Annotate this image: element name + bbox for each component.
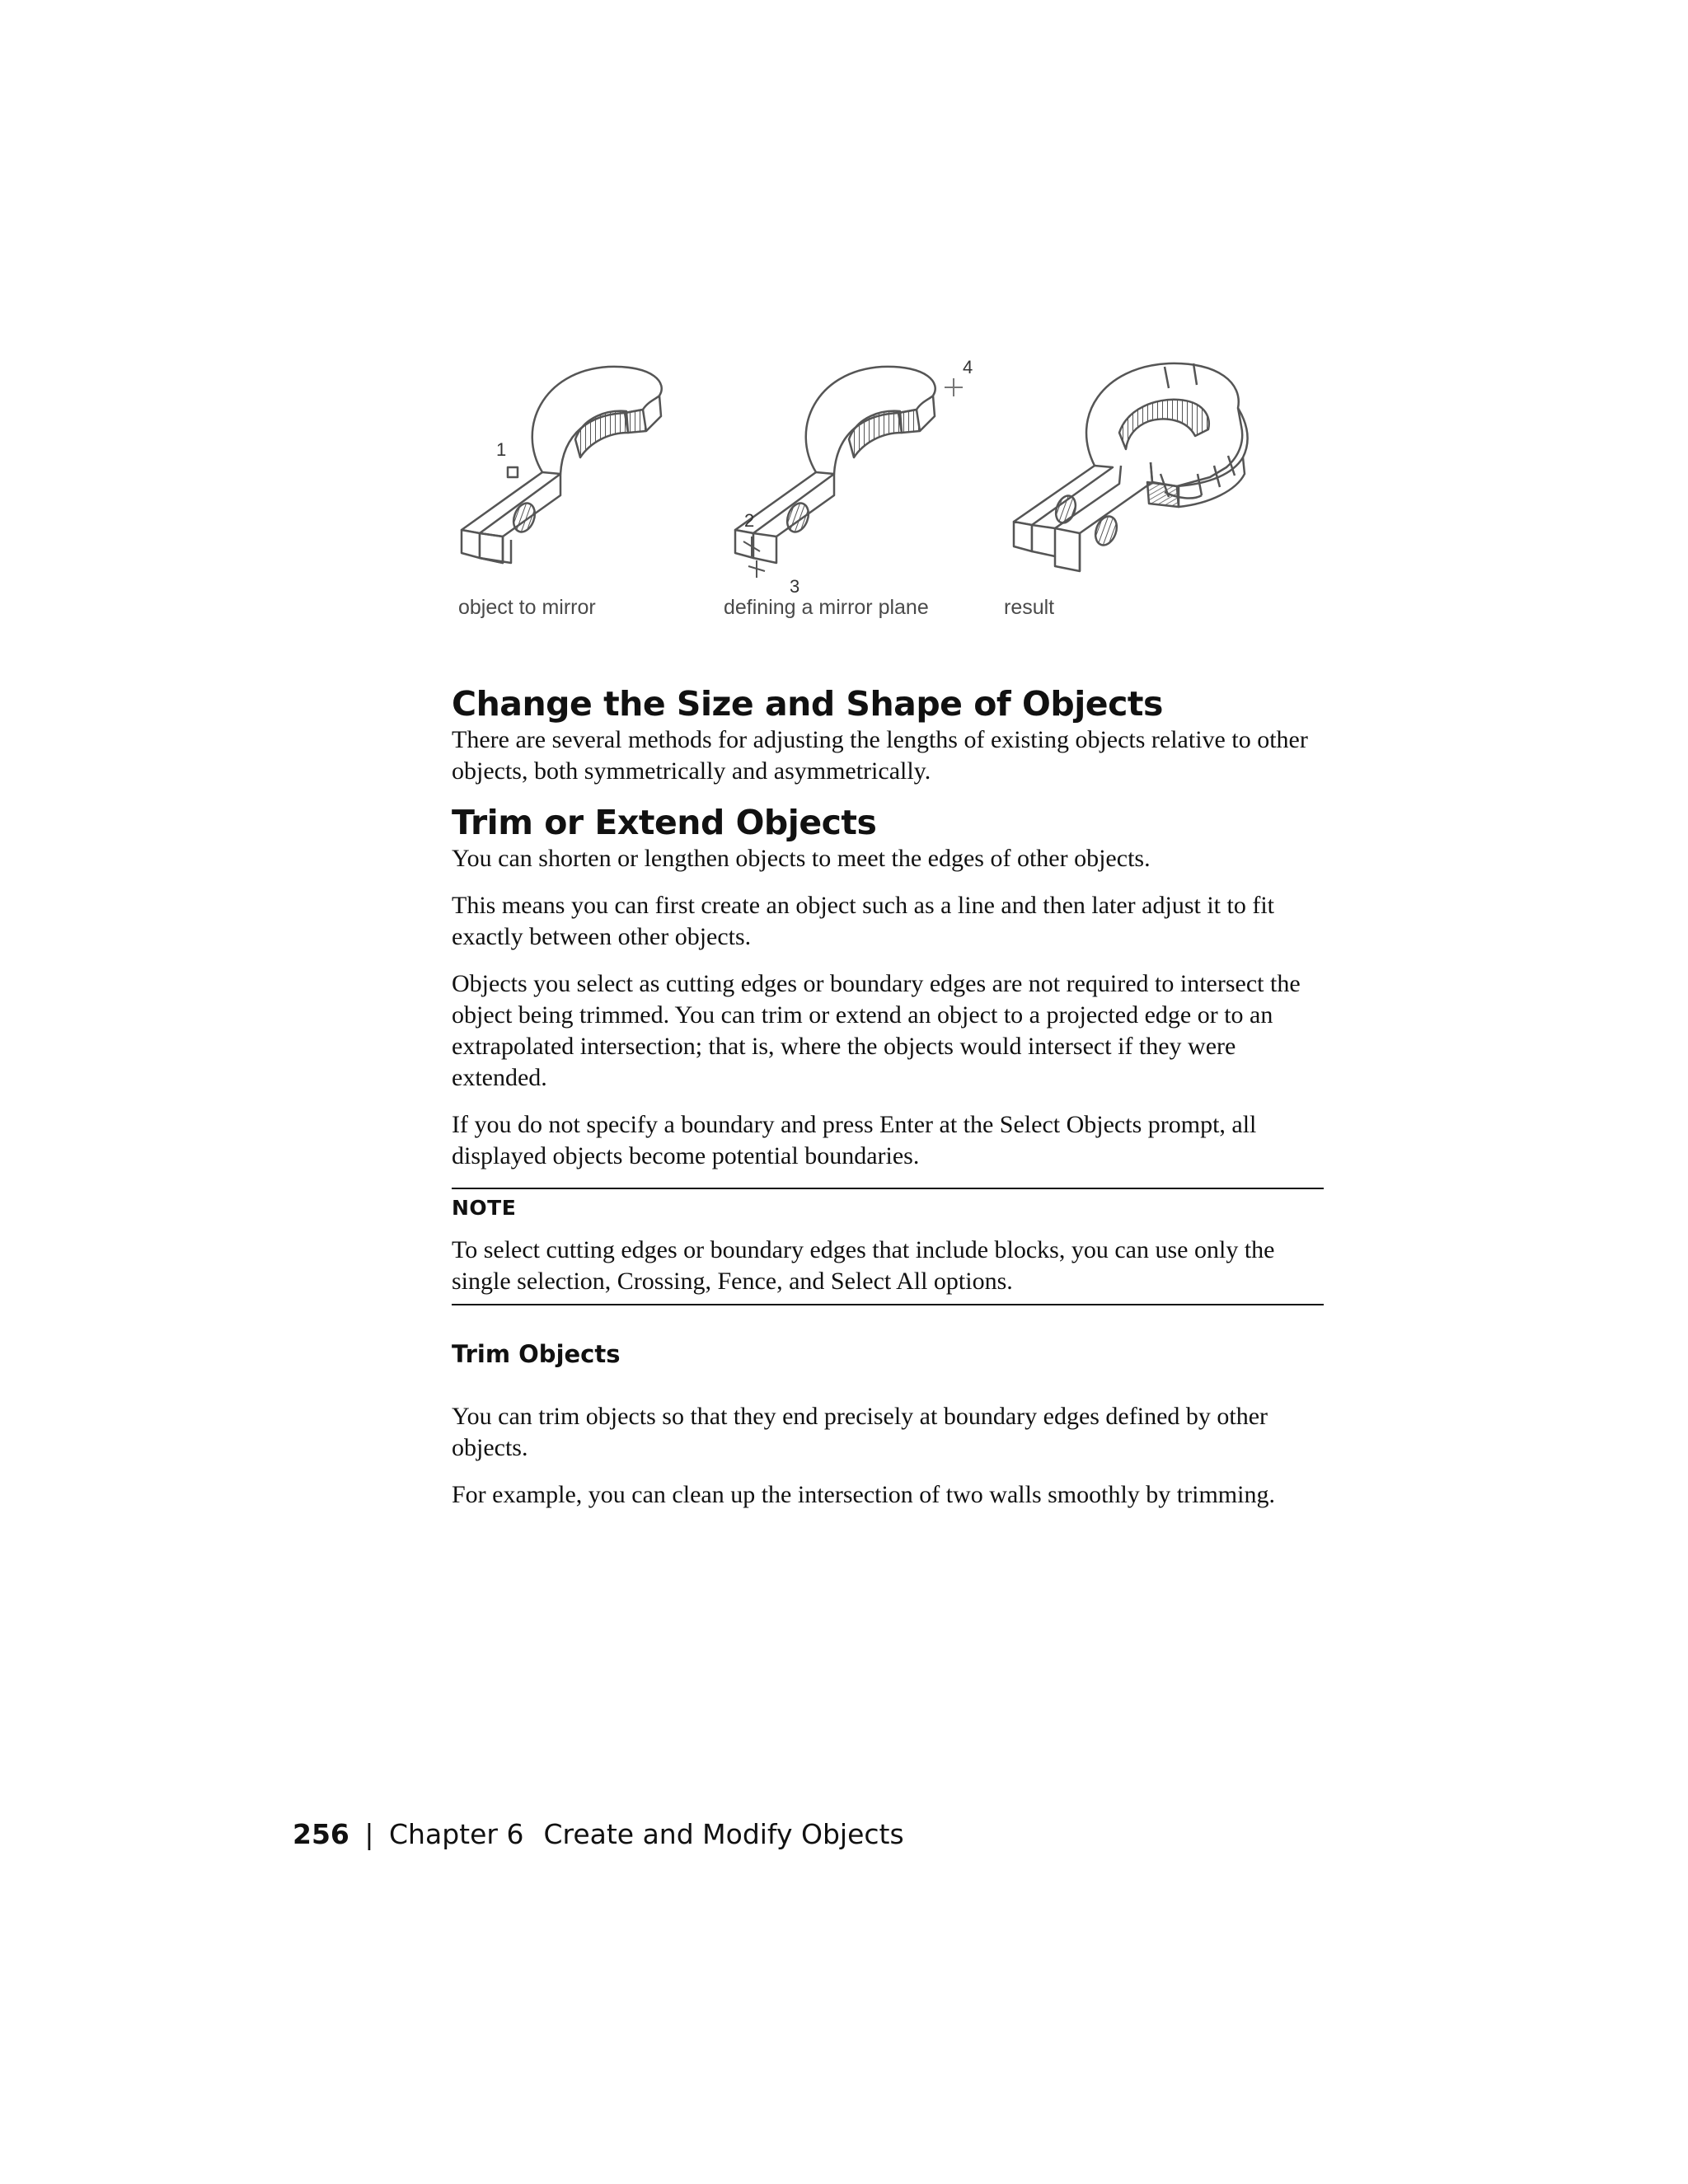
page-content [452, 684, 1324, 1526]
callout-2: 2 [744, 510, 755, 531]
clamp-result [1014, 363, 1248, 571]
trim-extend-paragraph-1: You can shorten or lengthen objects to meet the edges of other objects. [452, 845, 1151, 873]
intro-paragraph: There are several methods for adjusting the lengths of existing objects relative to other objects, both symmetrically and asymmetrically. [452, 726, 1308, 785]
trim-objects-paragraph-2: For example, you can clean up the intersection of two walls smoothly by trimming. [452, 1481, 1275, 1509]
page-number: 256 [293, 1818, 349, 1850]
label-object-to-mirror: object to mirror [458, 596, 596, 619]
note-box [452, 1188, 1324, 1305]
heading-change-size-shape: Change the Size and Shape of Objects [452, 684, 1163, 724]
note-text: To select cutting edges or boundary edges that include blocks, you can use only the single selection, Crossing, Fence, and Select All options. [452, 1236, 1275, 1296]
trim-objects-paragraph-1: You can trim objects so that they end precisely at boundary edges defined by other objects. [452, 1403, 1268, 1462]
mirror-figure [452, 350, 1284, 630]
trim-extend-paragraph-2: This means you can first create an object such as a line and then later adjust it to fit exactly between other objects. [452, 892, 1274, 951]
label-result: result [1004, 596, 1055, 619]
callout-4: 4 [963, 357, 973, 377]
label-defining-plane: defining a mirror plane [724, 596, 929, 619]
callout-1: 1 [496, 439, 507, 460]
clamp-half-2 [735, 367, 935, 578]
heading-trim-extend: Trim or Extend Objects [452, 803, 877, 843]
trim-extend-paragraph-4: If you do not specify a boundary and press Enter at the Select Objects prompt, all displayed objects become potential boundaries. [452, 1111, 1257, 1170]
page-footer [293, 1818, 904, 1850]
footer-separator: | [364, 1818, 374, 1850]
note-label: NOTE [452, 1196, 517, 1221]
callout-3: 3 [790, 576, 800, 597]
crosshair-4-icon [945, 378, 963, 396]
clamp-half-1 [462, 367, 662, 563]
mirror-illustration [452, 350, 1284, 630]
trim-extend-paragraph-3: Objects you select as cutting edges or boundary edges are not required to intersect the object being trimmed. You can trim or extend an object to a projected edge or to an extrapolated intersection; that is, where the objects would intersect if they were extended. [452, 970, 1301, 1092]
footer-title: Create and Modify Objects [543, 1818, 904, 1850]
footer-chapter: Chapter 6 [389, 1818, 524, 1850]
heading-trim-objects: Trim Objects [452, 1340, 621, 1369]
